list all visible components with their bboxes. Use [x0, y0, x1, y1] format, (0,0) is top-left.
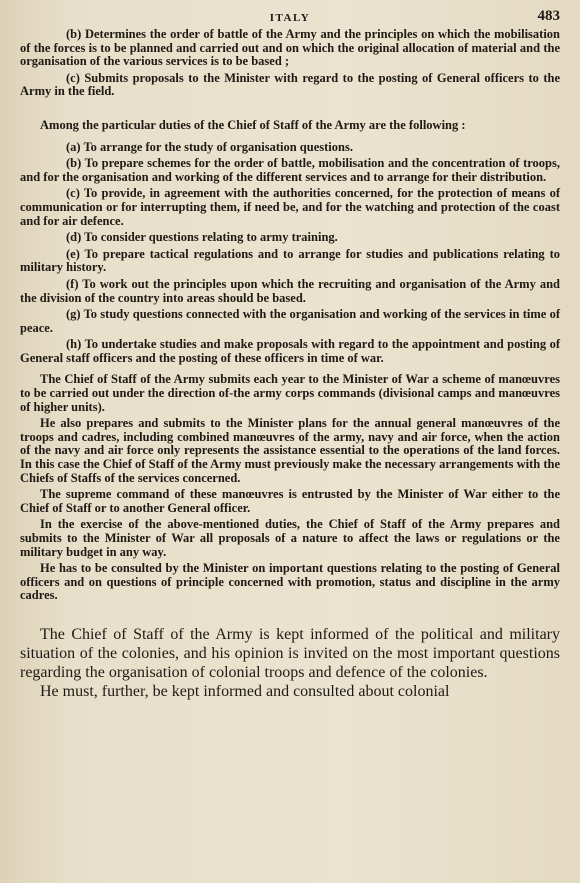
- duty-item-e: (e) To prepare tactical regulations and to arrange for studies and publications relating to military history.: [20, 246, 560, 275]
- running-head: ITALY: [269, 12, 311, 24]
- item-b-top: (b) Determines the order of battle of the Army and the principles on which the mobilisation of the forces is to be planned and carried out and on which the original allocation of material and the organisation of the various services is to be based ;: [20, 27, 560, 69]
- duty-item-h: (h) To undertake studies and make proposals with regard to the appointment and posting of General staff officers and the posting of these officers in time of war.: [20, 337, 560, 365]
- paragraph-general-manoeuvres: He also prepares and submits to the Minister plans for the annual general manœuvres of the troops and cadres, including combined manœuvres of the army, navy and air force, when the action of the navy and air force only represents the assistance essential to the operations of the land forces. In this case the Chief of Staff of the Army must previously make the necessary arrangements with the Chiefs of Staffs of the services concerned.: [20, 416, 560, 485]
- duty-item-a: (a) To arrange for the study of organisation questions.: [66, 139, 353, 154]
- paragraph-manoeuvres-scheme: The Chief of Staff of the Army submits each year to the Minister of War a scheme of manœuvres to be carried out under the direction of-the army corps commands (divisional camps and manœuvres of higher units).: [20, 372, 560, 414]
- duty-item-b: (b) To prepare schemes for the order of battle, mobilisation and the concentration of troops, and for the organisation and working of the different services and to arrange for their distribution.: [20, 156, 560, 184]
- paragraph-colonial-continuation: He must, further, be kept informed and consulted about colonial: [40, 682, 450, 700]
- duty-item-f: (f) To work out the principles upon which the recruiting and organisation of the Army and the division of the country into areas should be based.: [20, 276, 560, 305]
- small-print-section: [20, 28, 560, 603]
- paragraph-colonies: The Chief of Staff of the Army is kept informed of the political and military situation of the colonies, and his opinion is invited on the most important questions regarding the organisation of colonial troops and defence of the colonies.: [20, 625, 560, 681]
- duties-intro: Among the particular duties of the Chief of Staff of the Army are the following :: [40, 117, 466, 132]
- duty-item-d: (d) To consider questions relating to army training.: [66, 230, 338, 245]
- duty-item-c: (c) To provide, in agreement with the authorities concerned, for the protection of means of communication or for interrupting them, if need be, and for the watching and protection of the coast and for air defence.: [20, 186, 560, 228]
- duty-item-g: (g) To study questions connected with the organisation and working of the services in time of peace.: [20, 307, 560, 335]
- paragraph-supreme-command: The supreme command of these manœuvres is entrusted by the Minister of War either to the Chief of Staff or to another General officer.: [20, 487, 560, 515]
- paragraph-duties-exercise: In the exercise of the above-mentioned duties, the Chief of Staff of the Army prepares and submits to the Minister of War all proposals of a nature to affect the laws or regulations or the military budget in any way.: [20, 517, 560, 559]
- page-number: 483: [537, 8, 560, 24]
- page-header: [20, 6, 560, 28]
- paragraph-consultation: He has to be consulted by the Minister on important questions relating to the posting of General officers and on questions of principle concerned with promotion, status and discipline in the army cadres.: [20, 561, 560, 603]
- item-c-top: (c) Submits proposals to the Minister with regard to the posting of General officers to the Army in the field.: [20, 70, 560, 99]
